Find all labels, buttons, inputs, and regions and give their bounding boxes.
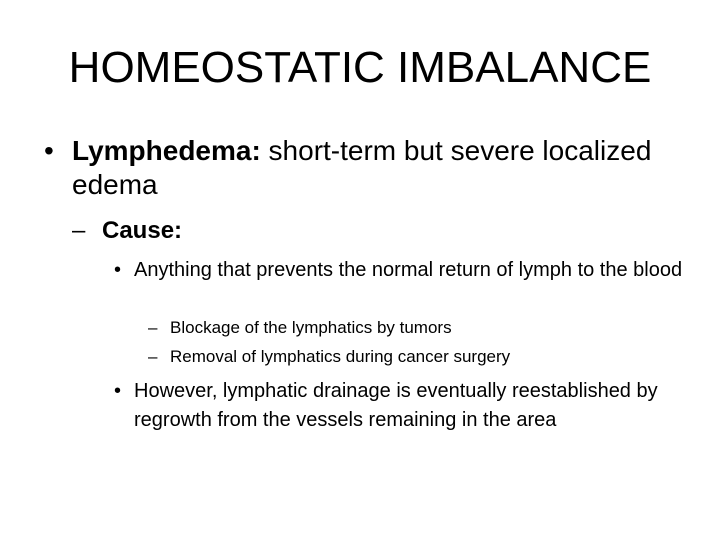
bullet-text bbox=[72, 134, 674, 202]
cause-item-text: However, lymphatic drainage is eventually reestablished by regrowth from the vessels remaining in the area bbox=[134, 380, 658, 431]
subheading-cause bbox=[72, 216, 182, 246]
bullet-marker: • bbox=[114, 259, 122, 281]
bullet-lymphedema bbox=[44, 134, 674, 202]
dash-marker: – bbox=[72, 217, 86, 244]
bullet-marker: • bbox=[44, 135, 54, 166]
dash-marker: – bbox=[148, 318, 158, 337]
cause-item-text: Anything that prevents the normal return of lymph to the blood bbox=[134, 259, 683, 281]
cause-label: Cause: bbox=[102, 217, 183, 244]
subitem-text: Removal of lymphatics during cancer surgery bbox=[170, 347, 511, 366]
cause-subitem-1 bbox=[148, 317, 452, 339]
slide-title: HOMEOSTATIC IMBALANCE bbox=[68, 43, 652, 92]
subitem-text: Blockage of the lymphatics by tumors bbox=[170, 318, 452, 337]
dash-marker: – bbox=[148, 347, 158, 366]
term-lymphedema: Lymphedema: bbox=[72, 135, 261, 166]
lymphedema-definition: short-term but severe localized edema bbox=[72, 135, 652, 200]
cause-item-2 bbox=[114, 377, 704, 435]
cause-subitem-2 bbox=[148, 346, 510, 368]
cause-item-1 bbox=[114, 256, 704, 285]
bullet-marker: • bbox=[114, 380, 122, 402]
